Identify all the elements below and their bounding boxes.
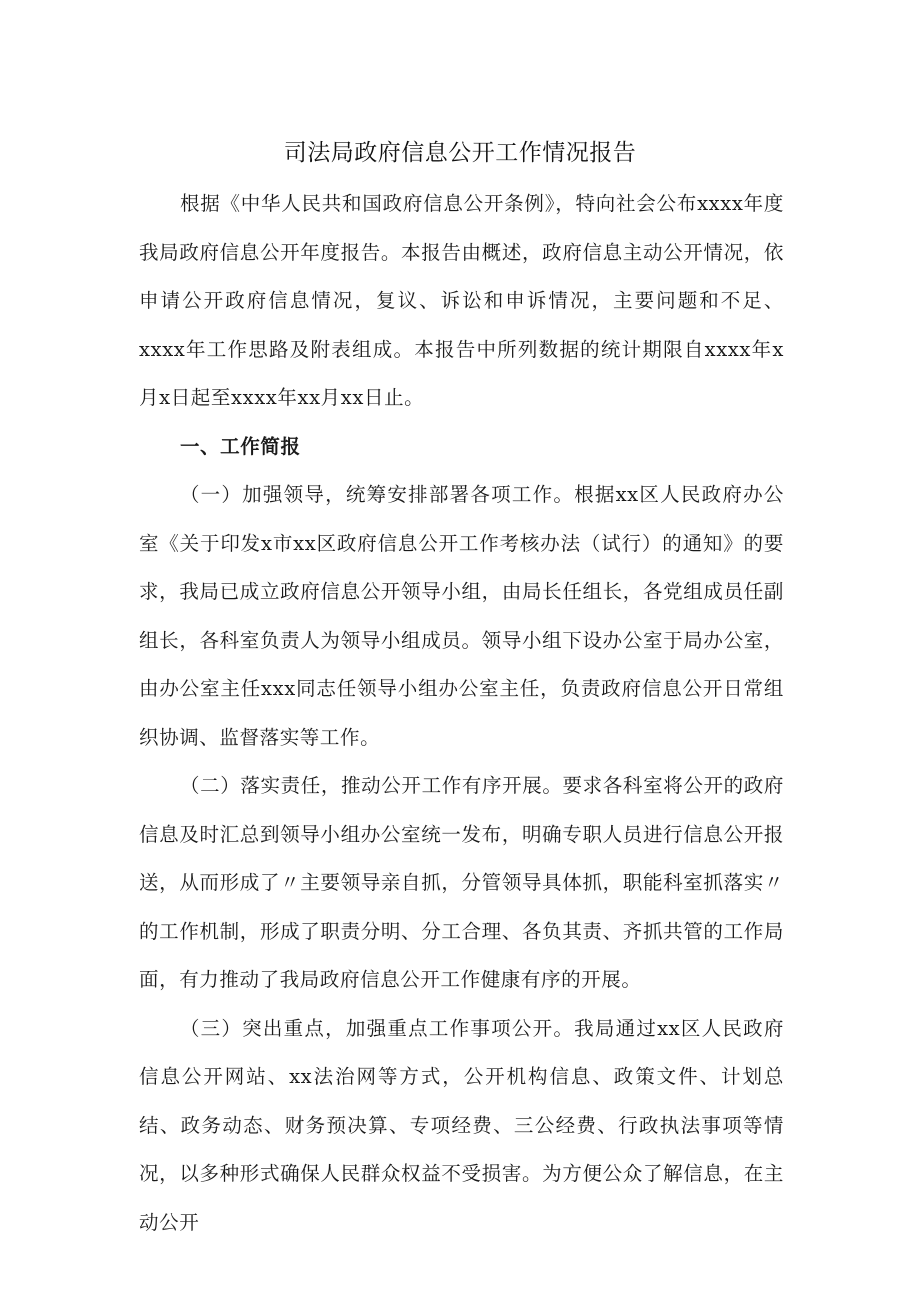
paragraph-key-work: （三）突出重点，加强重点工作事项公开。我局通过xx区人民政府信息公开网站、xx法治网等方式，公开机构信息、政策文件、计划总结、政务动态、财务预决算、专项经费、三公经费、行政执法事项等情况，以多种形式确保人民群众权益不受损害。为方便公众了解信息，在主动公开: [139, 1016, 784, 1234]
document-title: 司法局政府信息公开工作情况报告: [283, 140, 637, 166]
paragraph-leadership: （一）加强领导，统筹安排部署各项工作。根据xx区人民政府办公室《关于印发x市xx区政府信息公开工作考核办法（试行）的通知》的要求，我局已成立政府信息公开领导小组，由局长任组长，各党组成员任副组长，各科室负责人为领导小组成员。领导小组下设办公室于局办公室，由办公室主任xxx同志任领导小组办公室主任，负责政府信息公开日常组织协调、监督落实等工作。: [139, 483, 784, 749]
section-heading-work-brief: 一、工作简报: [179, 434, 301, 458]
document-body: [139, 180, 784, 1247]
intro-paragraph: 根据《中华人民共和国政府信息公开条例》，特向社会公布xxxx年度我局政府信息公开年度报告。本报告由概述，政府信息主动公开情况，依申请公开政府信息情况，复议、诉讼和申诉情况，主要问题和不足、xxxx年工作思路及附表组成。本报告中所列数据的统计期限自xxxx年x月x日起至xxxx年xx月xx日止。: [139, 192, 784, 409]
paragraph-responsibility: （二）落实责任，推动公开工作有序开展。要求各科室将公开的政府信息及时汇总到领导小组办公室统一发布，明确专职人员进行信息公开报送，从而形成了〃主要领导亲自抓，分管领导具体抓，职能科室抓落实〃的工作机制，形成了职责分明、分工合理、各负其责、齐抓共管的工作局面，有力推动了我局政府信息公开工作健康有序的开展。: [139, 774, 784, 991]
